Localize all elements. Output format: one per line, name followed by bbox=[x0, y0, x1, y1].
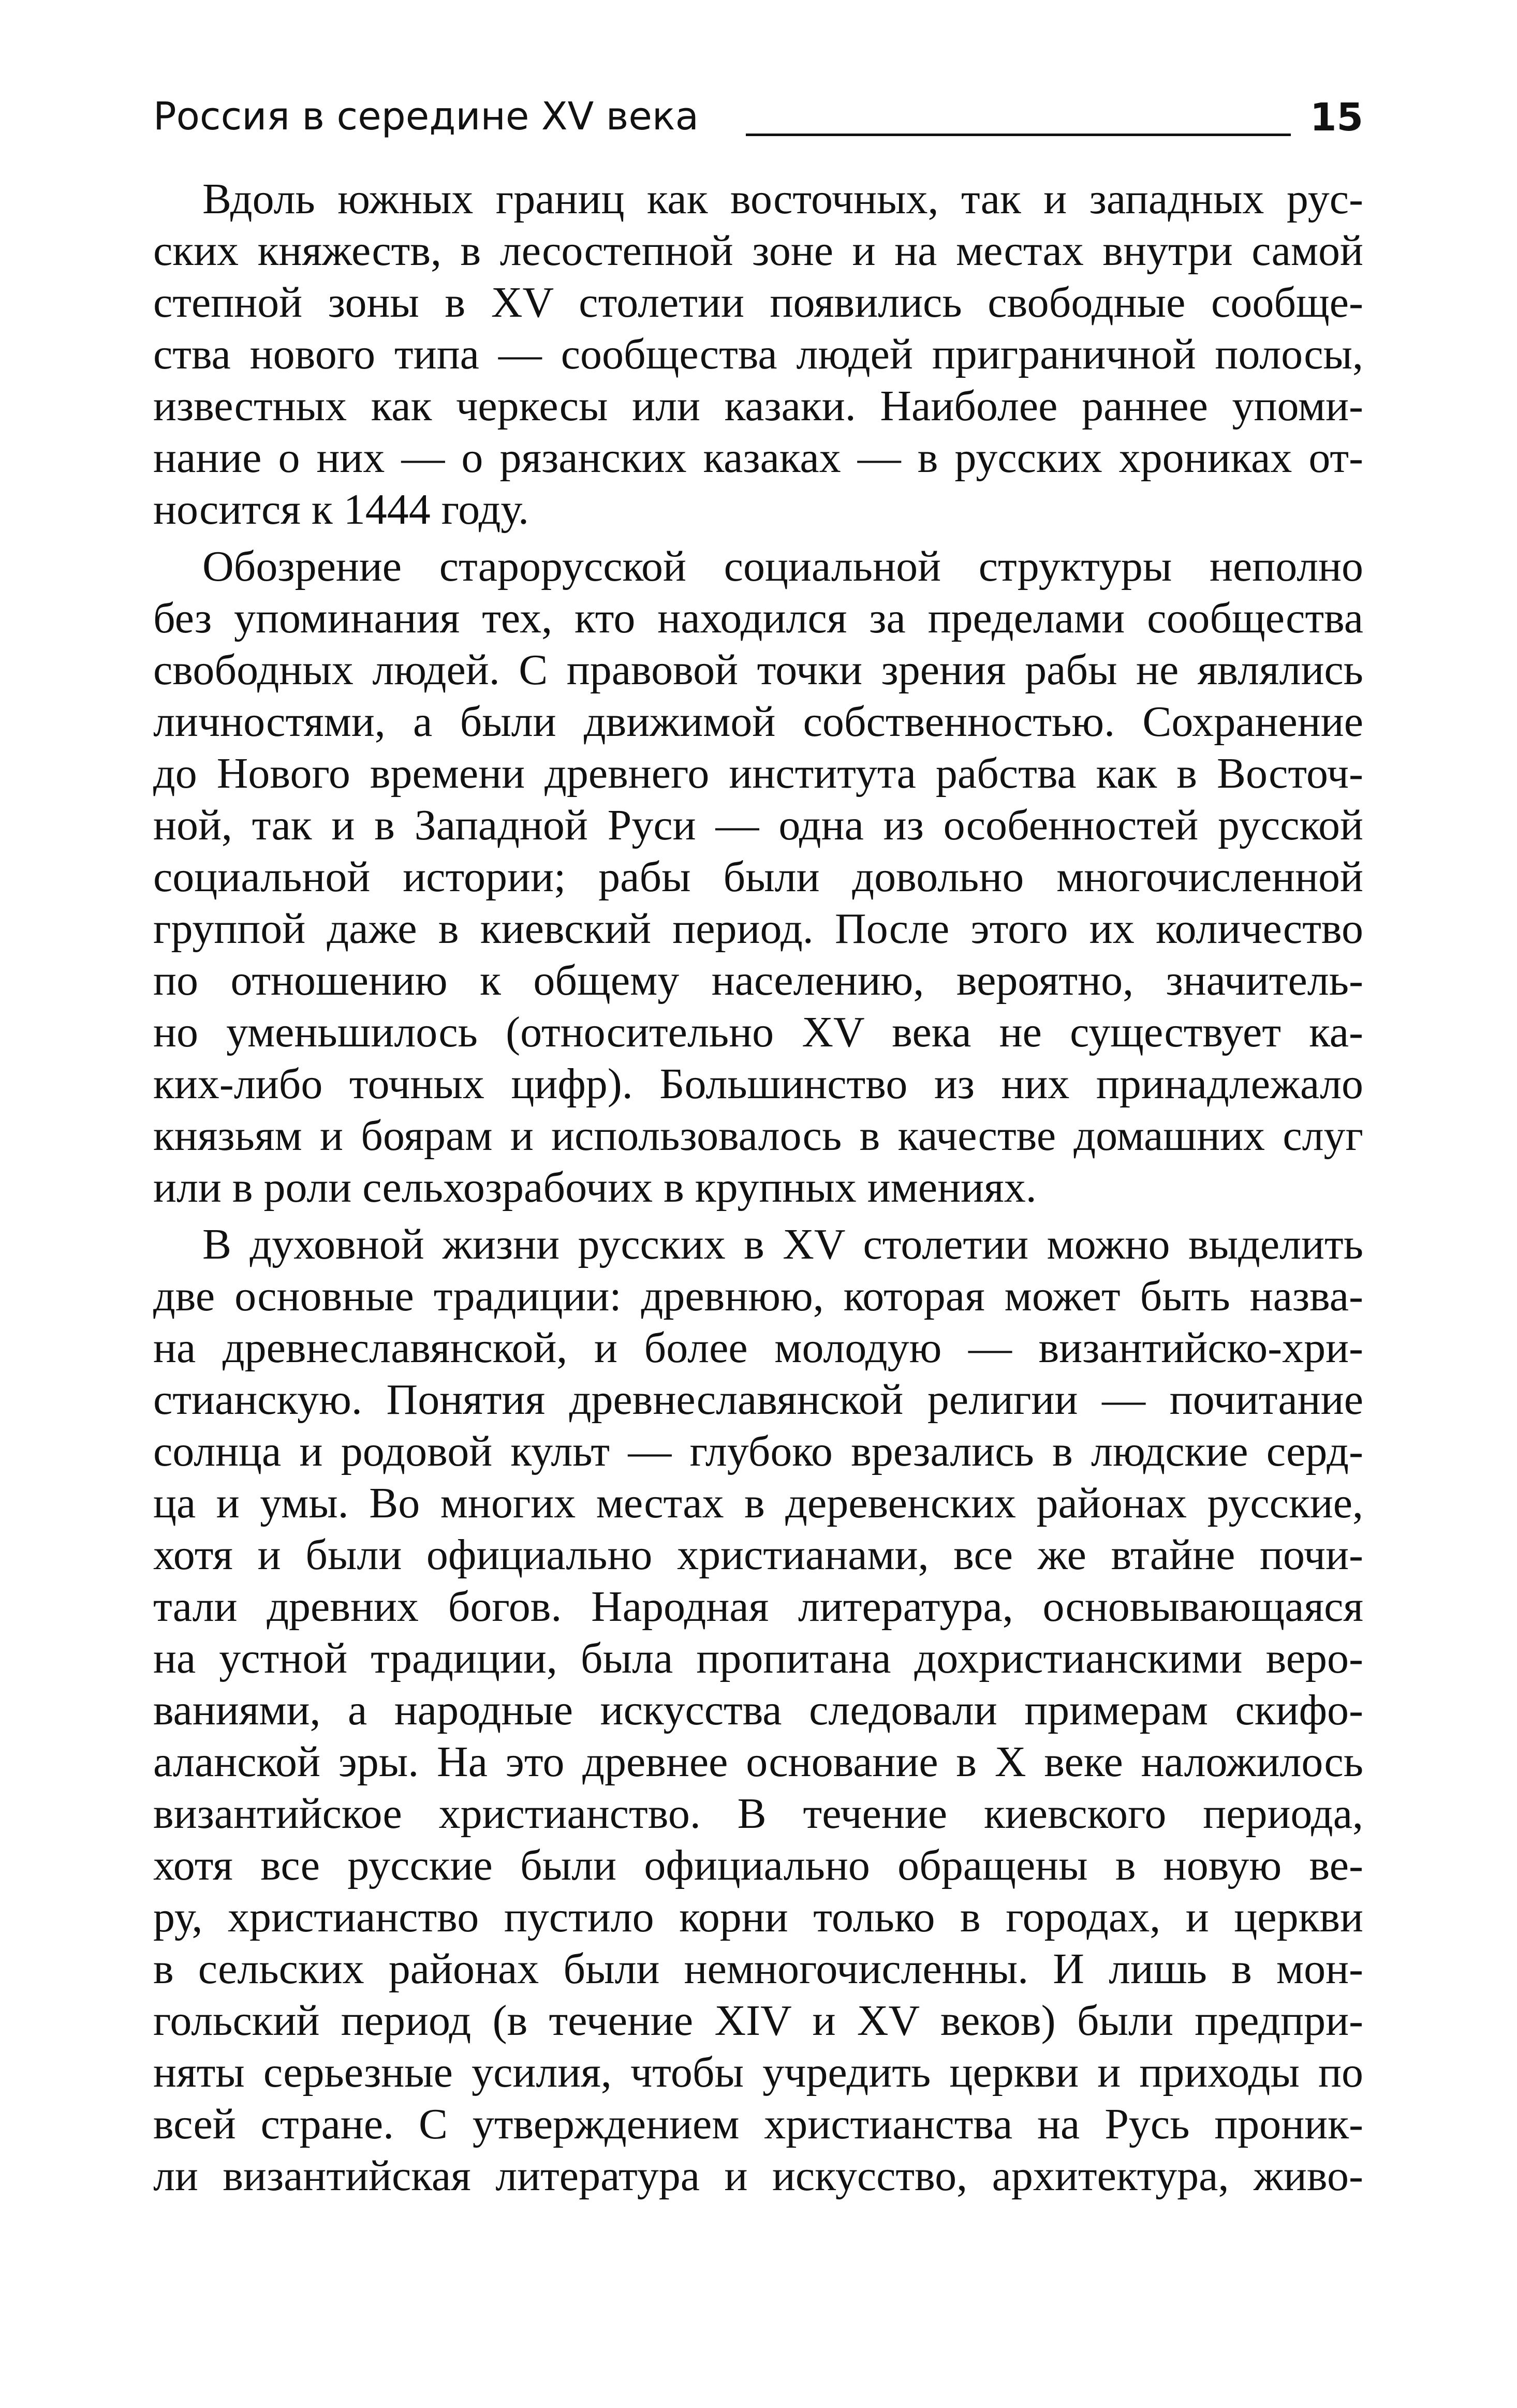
text-line: нание о них — о рязанских казаках — в русских хрониках от- bbox=[153, 434, 1363, 482]
text-line: ли византийская литература и искусство, архитектура, живо- bbox=[153, 2152, 1363, 2200]
text-line: две основные традиции: древнюю, которая может быть назва- bbox=[153, 1272, 1363, 1320]
text-line: без упоминания тех, кто находился за пределами сообщества bbox=[153, 594, 1363, 642]
header-rule bbox=[746, 134, 1291, 136]
text-line: В духовной жизни русских в XV столетии можно выделить bbox=[202, 1220, 1363, 1268]
text-line: солнца и родовой культ — глубоко врезались в людские серд- bbox=[153, 1427, 1363, 1475]
text-line: до Нового времени древнего института рабства как в Восточ- bbox=[153, 749, 1363, 797]
text-line: носится к 1444 году. bbox=[153, 485, 529, 534]
paragraph-3 bbox=[153, 1219, 1363, 2202]
text-line: Вдоль южных границ как восточных, так и западных рус- bbox=[202, 175, 1363, 223]
text-line: в сельских районах были немногочисленны. И лишь в мон- bbox=[153, 1945, 1363, 1993]
text-line: но уменьшилось (относительно XV века не существует ка- bbox=[153, 1008, 1363, 1056]
text-line: ной, так и в Западной Руси — одна из особенностей русской bbox=[153, 801, 1363, 849]
text-line: князьям и боярам и использовалось в качестве домашних слуг bbox=[153, 1112, 1363, 1160]
text-line: стианскую. Понятия древнеславянской религии — почитание bbox=[153, 1376, 1363, 1424]
running-title: Россия в середине XV века bbox=[153, 94, 699, 139]
text-line: на устной традиции, была пропитана дохристианскими веро- bbox=[153, 1634, 1363, 1682]
text-line: ру, христианство пустило корни только в городах, и церкви bbox=[153, 1893, 1363, 1941]
text-line: на древнеславянской, и более молодую — византийско-хри- bbox=[153, 1324, 1363, 1372]
text-line: византийское христианство. В течение киевского периода, bbox=[153, 1790, 1363, 1838]
page-number: 15 bbox=[1310, 95, 1363, 140]
paragraph-2 bbox=[153, 541, 1363, 1214]
text-line: аланской эры. На это древнее основание в X веке наложилось bbox=[153, 1738, 1363, 1786]
text-line: ских княжеств, в лесостепной зоне и на местах внутри самой bbox=[153, 227, 1363, 275]
text-line: группой даже в киевский период. После этого их количество bbox=[153, 905, 1363, 953]
text-line: всей стране. С утверждением христианства на Русь проник- bbox=[153, 2100, 1363, 2148]
running-header bbox=[153, 91, 1363, 148]
text-line: ца и умы. Во многих местах в деревенских районах русские, bbox=[153, 1479, 1363, 1527]
text-line: или в роли сельхозрабочих в крупных имениях. bbox=[153, 1163, 1037, 1212]
text-line: хотя все русские были официально обращены в новую ве- bbox=[153, 1841, 1363, 1889]
text-line: ства нового типа — сообщества людей приграничной полосы, bbox=[153, 330, 1363, 378]
text-line: степной зоны в XV столетии появились свободные сообще- bbox=[153, 278, 1363, 327]
text-line: ваниями, а народные искусства следовали примерам скифо- bbox=[153, 1686, 1363, 1734]
paragraph-1 bbox=[153, 173, 1363, 536]
text-line: свободных людей. С правовой точки зрения рабы не являлись bbox=[153, 646, 1363, 694]
text-line: тали древних богов. Народная литература, основывающаяся bbox=[153, 1583, 1363, 1631]
body-text bbox=[153, 173, 1363, 2202]
text-line: ких-либо точных цифр). Большинство из них принадлежало bbox=[153, 1060, 1363, 1108]
text-line: хотя и были официально христианами, все же втайне почи- bbox=[153, 1531, 1363, 1579]
text-line: Обозрение старорусской социальной структуры неполно bbox=[202, 542, 1363, 590]
text-line: социальной истории; рабы были довольно многочисленной bbox=[153, 853, 1363, 901]
text-line: личностями, а были движимой собственностью. Сохранение bbox=[153, 698, 1363, 746]
text-line: по отношению к общему населению, вероятно, значитель- bbox=[153, 956, 1363, 1004]
text-line: гольский период (в течение XIV и XV веков) были предпри- bbox=[153, 1997, 1363, 2045]
text-line: известных как черкесы или казаки. Наиболее раннее упоми- bbox=[153, 382, 1363, 430]
text-line: няты серьезные усилия, чтобы учредить церкви и приходы по bbox=[153, 2048, 1363, 2096]
